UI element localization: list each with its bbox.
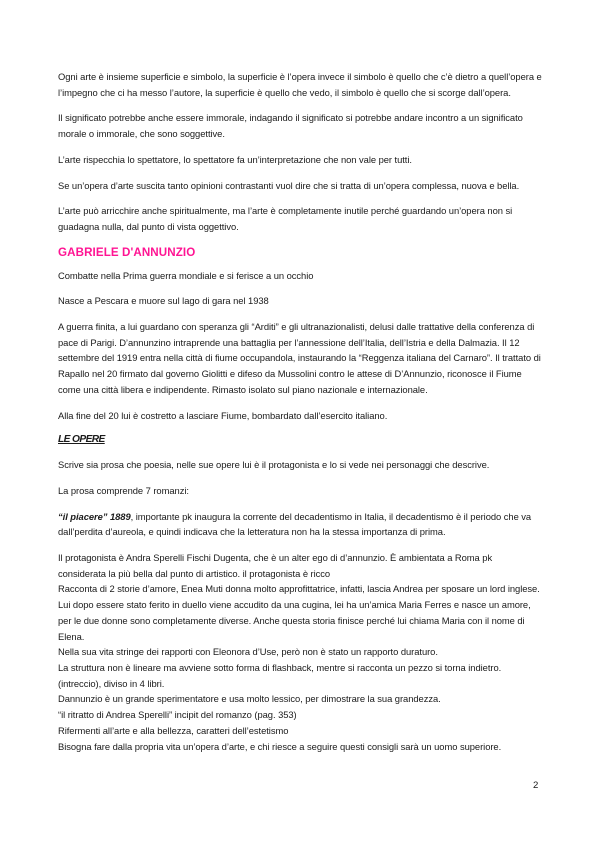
intro-paragraph-2: Il significato potrebbe anche essere immorale, indagando il significato si potrebbe andare incontro a un significato morale o immorale, che sono soggettive. [58,112,523,140]
piacere-title: “il piacere” 1889 [58,510,131,522]
note-line-4: La struttura non è lineare ma avviene sotto forma di flashback, mentre si racconta un pezzo si torna indietro. (intreccio), diviso in 4 libri. [58,661,502,689]
intro-paragraph-3: L’arte rispecchia lo spettatore, lo spettatore fa un’interpretazione che non vale per tutti. [58,153,412,165]
bio-paragraph-3: A guerra finita, a lui guardano con speranza gli “Arditi” e gli ultranazionalisti, delusi dalle trattative della conferenza di pace di Parigi. D’annunzino intraprende una battaglia per l’annessione dell’Italia, dell’Istria e della Dalmazia. Il 12 settembre del 1919 entra nella città di fiume occupandola, instaurando la “Reggenza italiana del Carnaro”. Il trattato di Rapallo nel 20 firmato dal governo Giolitti e difeso da Mussolini contro le attese di D’Annunzio, riconosce il Fiume come una città libera e indipendente. Rimasto isolato sul piano nazionale e internazionale. [58,321,541,395]
note-line-5: Dannunzio è un grande sperimentatore e usa molto lessico, per dimostrare la sua grandezza. [58,693,441,705]
intro-paragraph-1: Ogni arte è insieme superficie e simbolo, la superficie è l’opera invece il simbolo è quello che c’è dietro a quell’opera e l’impegno che ci ha messo l’autore, la superficie è quello che vedo, il simbolo è quello che si scorge dall’opera. [58,71,542,98]
note-line-6: “il ritratto di Andrea Sperelli” incipit del romanzo (pag. 353) [58,709,297,721]
note-line-2: Racconta di 2 storie d’amore, Enea Muti donna molto approfittatrice, infatti, lascia Andrea per sposare un lord inglese. Lui dopo essere stato ferito in duello viene accudito da una cugina, lei ha un’amica Maria Ferres e nasce un amore, per le due donne sono completamente diverse. Anche questa storia finisce perché lui chiama Maria con il nome di Elena. [58,583,540,642]
bio-paragraph-2: Nasce a Pescara e muore sul lago di gara nel 1938 [58,295,269,307]
piacere-text: , importante pk inaugura la corrente del decadentismo in Italia, il decadentismo è il periodo che va dall’perdita d’aureola, e quindi indicava che la letteratura non ha la stessa importanza di prima. [58,510,532,538]
document-page [58,69,542,754]
piacere-paragraph [58,509,542,540]
subheading: LE OPERE [58,434,105,446]
intro-paragraph-5: L’arte può arricchire anche spiritualmente, ma l’arte è completamente inutile perché guardando un’opera non si guadagna nulla, dal punto di vista oggettivo. [58,205,513,232]
note-line-1: Il protagonista è Andra Sperelli Fischi Dugenta, che è un alter ego di d’annunzio. È ambientata a Roma pk considerata la più bella dal punto di artistico. il protagonista è ricco [58,552,493,579]
section-heading: GABRIELE D'ANNUNZIO [58,245,196,259]
notes-block [58,550,542,754]
page-number: 2 [533,780,539,791]
note-line-8: Bisogna fare dalla propria vita un’opera d’arte, e chi riesce a seguire questi consigli sarà un uomo superiore. [58,740,502,752]
bio-paragraph-4: Alla fine del 20 lui è costretto a lasciare Fiume, bombardato dall’esercito italiano. [58,409,388,421]
opere-paragraph-1: Scrive sia prosa che poesia, nelle sue opere lui è il protagonista e lo si vede nei personaggi che descrive. [58,459,490,471]
note-line-7: Rifermenti all’arte e alla bellezza, caratteri dell’estetismo [58,724,289,736]
opere-paragraph-2: La prosa comprende 7 romanzi: [58,484,189,496]
bio-paragraph-1: Combatte nella Prima guerra mondiale e si ferisce a un occhio [58,269,314,281]
note-line-3: Nella sua vita stringe dei rapporti con Eleonora d’Use, però non è stato un rapporto duraturo. [58,646,438,658]
intro-paragraph-4: Se un’opera d’arte suscita tanto opinioni contrastanti vuol dire che si tratta di un’opera complessa, nuova e bella. [58,179,520,191]
